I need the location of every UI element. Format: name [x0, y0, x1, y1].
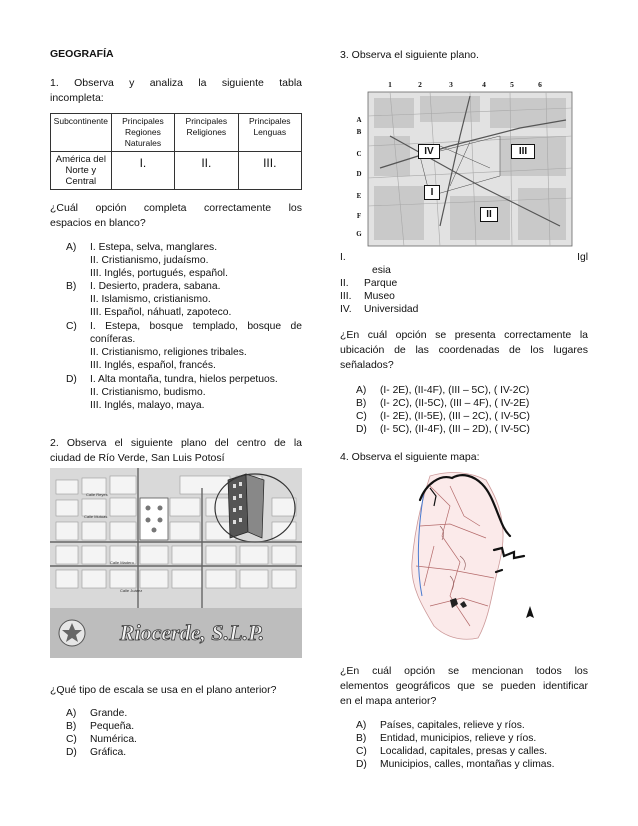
option-letter: A)	[356, 720, 367, 731]
option-letter: D)	[66, 374, 77, 385]
option-line: III. Inglés, portugués, español.	[90, 268, 228, 279]
q2-option-c[interactable]	[66, 733, 302, 746]
street-label: Calle Reyes	[86, 492, 108, 497]
legend-item-i	[340, 251, 588, 264]
q2-option-a[interactable]	[66, 707, 302, 720]
coordinate-city-map	[350, 76, 576, 248]
option-letter: B)	[356, 733, 367, 744]
table-header-subcontinente: Subcontinente	[51, 114, 112, 152]
legend-text: Parque	[364, 278, 398, 289]
q3-question-line2: ubicación de las coordenadas de los lugares	[340, 344, 588, 356]
option-letter: A)	[66, 242, 77, 253]
legend-text: Museo	[364, 291, 395, 302]
q4-question-line3: en el mapa anterior?	[340, 695, 437, 707]
q1-intro-line2: incompleta:	[50, 92, 104, 104]
q2-question: ¿Qué tipo de escala se usa en el plano anterior?	[50, 684, 277, 696]
option-text: Pequeña.	[90, 721, 135, 732]
rio-verde-city-map	[50, 468, 302, 658]
map-tag-iv: IV	[418, 144, 440, 159]
option-text: Numérica.	[90, 734, 137, 745]
q3-option-b[interactable]	[356, 397, 588, 410]
option-text: Gráfica.	[90, 747, 127, 758]
q2-option-d[interactable]	[66, 746, 302, 759]
option-line: II. Islamismo, cristianismo.	[90, 294, 211, 305]
option-line: II. Cristianismo, budismo.	[90, 387, 206, 398]
grid-col-number: 5	[510, 80, 514, 89]
legend-text-start: Igl	[577, 252, 588, 263]
map-tag-ii: II	[480, 207, 498, 222]
legend-item-ii	[340, 277, 588, 290]
option-letter: A)	[66, 708, 77, 719]
table-row-label: América del Norte y Central	[51, 152, 112, 190]
q4-intro: 4. Observa el siguiente mapa:	[340, 451, 480, 463]
option-letter: C)	[66, 734, 77, 745]
street-label: Calle Madero	[110, 560, 134, 565]
option-line: I. Desierto, pradera, sabana.	[90, 281, 221, 292]
q3-question-line1: ¿En cuál opción se presenta correctamente la	[340, 329, 588, 341]
option-letter: C)	[66, 321, 77, 332]
city-map-image	[50, 468, 302, 658]
grid-row-letter: G	[356, 230, 362, 238]
option-text: (I- 2E), (II-4F), (III – 5C), ( IV-2C)	[380, 385, 530, 396]
option-line: coníferas.	[90, 334, 136, 345]
grid-row-letter: C	[356, 150, 362, 158]
option-text: (I- 2E), (II-5E), (III – 2C), ( IV-5C)	[380, 411, 530, 422]
option-letter: D)	[66, 747, 77, 758]
map-tag-iii: III	[511, 144, 535, 159]
option-line: III. Inglés, español, francés.	[90, 360, 216, 371]
q2-option-b[interactable]	[66, 720, 302, 733]
table-header-religiones: Principales Religiones	[175, 114, 238, 152]
legend-text: Universidad	[364, 304, 419, 315]
state-map-image	[390, 466, 550, 646]
grid-col-number: 4	[482, 80, 486, 89]
option-line: III. Inglés, malayo, maya.	[90, 400, 205, 411]
option-text: (I- 5C), (II-4F), (III – 2D), ( IV-5C)	[380, 424, 530, 435]
q1-intro-line1: 1. Observa y analiza la siguiente tabla	[50, 77, 302, 89]
grid-row-letter: D	[356, 170, 362, 178]
table-cell-i: I.	[111, 152, 174, 190]
legend-num: IV.	[340, 304, 352, 315]
legend-text-cont: esia	[372, 265, 391, 276]
q1-question-line2: espacios en blanco?	[50, 217, 146, 229]
grid-col-number: 3	[449, 80, 453, 89]
legend-num: II.	[340, 278, 349, 289]
q1-option-d[interactable]	[66, 373, 302, 425]
q4-question-line1: ¿En cuál opción se mencionan todos los	[340, 665, 588, 677]
grid-col-number: 2	[418, 80, 422, 89]
grid-row-letter: F	[356, 212, 362, 220]
option-text: Grande.	[90, 708, 128, 719]
option-letter: C)	[356, 746, 367, 757]
option-letter: B)	[356, 398, 367, 409]
option-text: (I- 2C), (II-5C), (III – 4F), ( IV-2E)	[380, 398, 530, 409]
option-text: Municipios, calles, montañas y climas.	[380, 759, 555, 770]
option-letter: B)	[66, 721, 77, 732]
page-title: GEOGRAFÍA	[50, 48, 114, 60]
option-letter: C)	[356, 411, 367, 422]
q3-option-a[interactable]	[356, 384, 588, 397]
grid-row-letter: B	[356, 128, 362, 136]
q4-option-d[interactable]	[356, 758, 588, 771]
option-line: III. Español, náhuatl, zapoteco.	[90, 307, 232, 318]
legend-num: I.	[340, 252, 346, 263]
q4-option-c[interactable]	[356, 745, 588, 758]
option-line: I. Estepa, bosque templado, bosque de	[90, 321, 302, 332]
grid-map-image	[350, 76, 576, 248]
q3-intro: 3. Observa el siguiente plano.	[340, 49, 479, 61]
option-letter: D)	[356, 759, 367, 770]
q4-option-a[interactable]	[356, 719, 588, 732]
q1-option-c[interactable]	[66, 320, 302, 380]
grid-row-letter: A	[356, 116, 362, 124]
q4-question-line2: elementos geográficos que se pueden identificar	[340, 680, 588, 692]
q1-table	[50, 113, 302, 190]
option-letter: D)	[356, 424, 367, 435]
table-cell-iii: III.	[238, 152, 301, 190]
street-label: Calle Juárez	[120, 588, 143, 593]
legend-item-iii	[340, 290, 588, 303]
grid-row-letter: E	[356, 192, 362, 200]
option-text: Países, capitales, relieve y ríos.	[380, 720, 525, 731]
grid-col-number: 6	[538, 80, 542, 89]
map-banner-text: Riocerde, S.L.P.	[119, 620, 265, 645]
q4-option-b[interactable]	[356, 732, 588, 745]
option-letter: A)	[356, 385, 367, 396]
state-outline-map	[390, 466, 550, 646]
q2-intro-line1: 2. Observa el siguiente plano del centro de la	[50, 437, 302, 449]
option-text: Localidad, capitales, presas y calles.	[380, 746, 548, 757]
q1-question-line1: ¿Cuál opción completa correctamente los	[50, 202, 302, 214]
option-letter: B)	[66, 281, 77, 292]
legend-item-iv	[340, 303, 588, 316]
table-header-lenguas: Principales Lenguas	[238, 114, 301, 152]
grid-col-number: 1	[388, 80, 392, 89]
option-line: II. Cristianismo, judaísmo.	[90, 255, 209, 266]
option-text: Entidad, municipios, relieve y ríos.	[380, 733, 537, 744]
q3-question-line3: señalados?	[340, 359, 394, 371]
map-tag-i: I	[424, 185, 440, 200]
q2-intro-line2: ciudad de Río Verde, San Luis Potosí	[50, 452, 225, 464]
option-line: I. Estepa, selva, manglares.	[90, 242, 218, 253]
table-cell-ii: II.	[175, 152, 238, 190]
q3-option-c[interactable]	[356, 410, 588, 423]
option-line: I. Alta montaña, tundra, hielos perpetuos.	[90, 374, 278, 385]
street-label: Calle Mutuas	[84, 514, 108, 519]
option-line: II. Cristianismo, religiones tribales.	[90, 347, 247, 358]
legend-num: III.	[340, 291, 352, 302]
table-header-regiones: Principales Regiones Naturales	[111, 114, 174, 152]
q3-option-d[interactable]	[356, 423, 588, 436]
